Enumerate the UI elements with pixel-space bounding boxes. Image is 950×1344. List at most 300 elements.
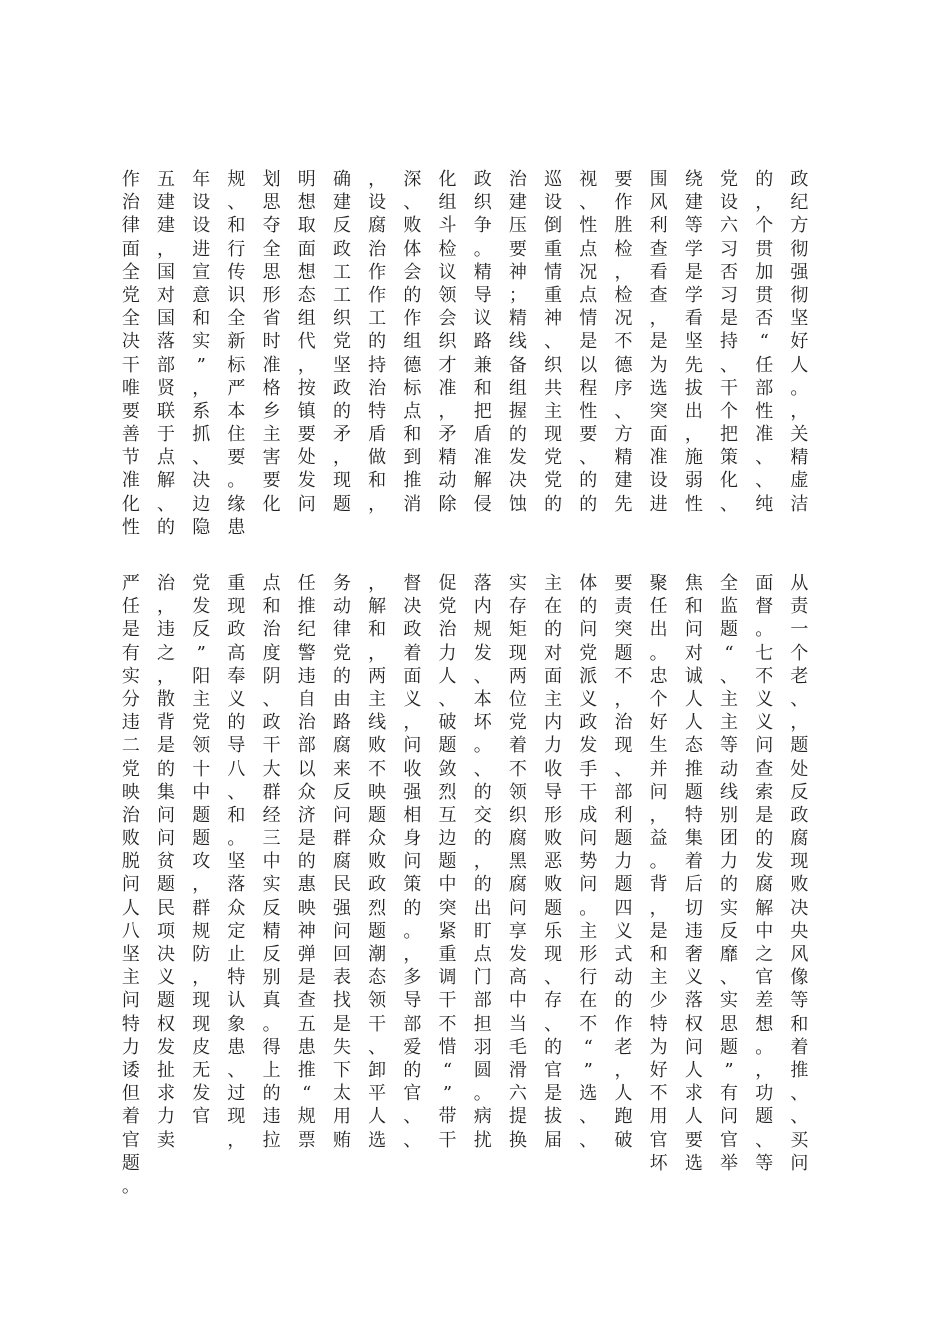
glyph: 反: [262, 897, 281, 919]
text-column: [571, 168, 606, 539]
glyph: 败: [544, 828, 563, 850]
glyph: 看: [684, 308, 703, 330]
glyph: 标: [403, 377, 422, 399]
glyph: 学: [684, 238, 703, 260]
glyph: 和: [227, 804, 246, 826]
glyph: 反: [332, 781, 351, 803]
glyph: 党: [332, 642, 351, 664]
text-column: [536, 168, 571, 539]
glyph: 和: [684, 596, 703, 618]
glyph: 题: [368, 804, 387, 826]
glyph: 、: [614, 758, 633, 780]
glyph: 严: [227, 377, 246, 399]
glyph: 查: [649, 238, 668, 260]
glyph: 意: [192, 284, 211, 306]
glyph: 题: [720, 619, 739, 641]
glyph: 人: [684, 1059, 703, 1081]
glyph: 议: [473, 308, 492, 330]
glyph: 表: [332, 967, 351, 989]
glyph: 严: [121, 573, 140, 594]
glyph: 别: [720, 804, 739, 826]
glyph: 惠: [297, 874, 316, 896]
glyph: 点: [579, 284, 598, 306]
glyph: 官: [720, 1129, 739, 1151]
glyph: 义: [755, 688, 774, 710]
glyph: 中: [262, 851, 281, 873]
glyph: ，: [192, 874, 211, 896]
glyph: ，: [332, 447, 351, 469]
glyph: 思: [720, 1013, 739, 1035]
glyph: 盾: [473, 424, 492, 446]
glyph: 决: [508, 470, 527, 492]
glyph: 五: [157, 169, 176, 190]
glyph: 后: [684, 874, 703, 896]
glyph: 绕: [684, 169, 703, 190]
glyph: 问: [579, 828, 598, 850]
glyph: 中: [192, 781, 211, 803]
glyph: 现: [227, 1106, 246, 1128]
glyph: 路: [473, 331, 492, 353]
glyph: 决: [403, 596, 422, 618]
glyph: 想: [297, 192, 316, 214]
glyph: 矛: [438, 424, 457, 446]
glyph: 程: [579, 377, 598, 399]
glyph: 拉: [262, 1129, 281, 1151]
glyph: 党: [544, 447, 563, 469]
glyph: 好: [649, 712, 668, 734]
glyph: 平: [368, 1083, 387, 1105]
glyph: 态: [297, 284, 316, 306]
glyph: 收: [544, 758, 563, 780]
glyph: 防: [192, 944, 211, 965]
glyph: 干: [438, 1129, 457, 1151]
glyph: 问: [684, 1036, 703, 1058]
glyph: 发: [508, 447, 527, 469]
glyph: 之: [755, 944, 774, 965]
glyph: 盾: [368, 424, 387, 446]
glyph: 破: [614, 1129, 633, 1151]
text-column: [782, 572, 817, 1198]
glyph: 题: [438, 851, 457, 873]
glyph: 况: [579, 261, 598, 283]
glyph: 差: [755, 990, 774, 1012]
glyph: 主: [720, 688, 739, 710]
glyph: 不: [755, 665, 774, 687]
glyph: 焦: [684, 573, 703, 594]
glyph: 全: [121, 308, 140, 330]
glyph: 弱: [684, 470, 703, 492]
glyph: 力: [544, 735, 563, 757]
glyph: 卸: [368, 1059, 387, 1081]
glyph: 任: [755, 354, 774, 376]
glyph: 问: [121, 990, 140, 1012]
glyph: 、: [368, 1036, 387, 1058]
glyph: 现: [508, 642, 527, 664]
glyph: 准: [121, 470, 140, 492]
glyph: 个: [755, 215, 774, 237]
glyph: ；: [508, 284, 527, 306]
glyph: 化: [720, 470, 739, 492]
glyph: 性: [121, 516, 140, 538]
glyph: 习: [720, 284, 739, 306]
glyph: 是: [649, 920, 668, 942]
glyph: 的: [544, 493, 563, 515]
glyph: 内: [473, 596, 492, 618]
glyph: 奢: [684, 944, 703, 965]
glyph: 本: [227, 400, 246, 422]
glyph: 思: [262, 261, 281, 283]
glyph: 不: [579, 1013, 598, 1035]
text-column: [219, 168, 254, 539]
glyph: 回: [332, 944, 351, 965]
glyph: 。: [790, 377, 809, 399]
section-body: [113, 572, 817, 1198]
glyph: 边: [438, 828, 457, 850]
glyph: 共: [544, 377, 563, 399]
glyph: 组: [403, 331, 422, 353]
glyph: 工: [368, 308, 387, 330]
glyph: 惜: [438, 1036, 457, 1058]
text-column: [360, 572, 395, 1198]
glyph: 一: [790, 619, 809, 641]
glyph: 主: [368, 688, 387, 710]
glyph: 的: [755, 169, 774, 190]
glyph: 十: [192, 758, 211, 780]
glyph: 定: [227, 920, 246, 942]
glyph: 全: [227, 308, 246, 330]
glyph: 问: [332, 804, 351, 826]
glyph: 但: [121, 1083, 140, 1105]
glyph: 官: [649, 1129, 668, 1151]
glyph: 化: [438, 169, 457, 190]
glyph: 督: [755, 596, 774, 618]
glyph: 忠: [649, 665, 668, 687]
glyph: 。: [403, 920, 422, 942]
glyph: 确: [332, 169, 351, 190]
glyph: 济: [297, 804, 316, 826]
glyph: 问: [790, 1152, 809, 1174]
glyph: 利: [649, 215, 668, 237]
text-column: [395, 572, 430, 1198]
glyph: 为: [649, 354, 668, 376]
glyph: 态: [368, 967, 387, 989]
glyph: 无: [192, 1059, 211, 1081]
glyph: 映: [121, 781, 140, 803]
glyph: 拔: [684, 377, 703, 399]
glyph: 、: [720, 665, 739, 687]
glyph: 责: [614, 596, 633, 618]
glyph: 组: [297, 308, 316, 330]
glyph: 推: [790, 1059, 809, 1081]
glyph: 人: [684, 688, 703, 710]
glyph: 盯: [473, 920, 492, 942]
glyph: 发: [508, 944, 527, 965]
glyph: 干: [579, 781, 598, 803]
glyph: 否: [720, 261, 739, 283]
glyph: ，: [368, 169, 387, 190]
glyph: 爱: [403, 1036, 422, 1058]
glyph: 民: [332, 874, 351, 896]
glyph: 善: [121, 424, 140, 446]
glyph: ”: [196, 642, 206, 664]
glyph: 政: [790, 169, 809, 190]
glyph: “: [724, 642, 734, 664]
text-column: [536, 572, 571, 1198]
glyph: 治: [297, 712, 316, 734]
glyph: 切: [684, 897, 703, 919]
glyph: 策: [720, 447, 739, 469]
glyph: 派: [579, 665, 598, 687]
glyph: 要: [262, 470, 281, 492]
glyph: 出: [684, 400, 703, 422]
glyph: 织: [332, 308, 351, 330]
glyph: 、: [579, 192, 598, 214]
glyph: 不: [649, 1083, 668, 1105]
glyph: 政: [262, 712, 281, 734]
glyph: ”: [583, 1059, 593, 1081]
glyph: 解: [157, 470, 176, 492]
glyph: 的: [227, 712, 246, 734]
glyph: 织: [473, 192, 492, 214]
glyph: 风: [790, 944, 809, 965]
glyph: 联: [157, 400, 176, 422]
glyph: 求: [157, 1083, 176, 1105]
glyph: 个: [649, 688, 668, 710]
glyph: 人: [121, 897, 140, 919]
glyph: 加: [755, 261, 774, 283]
glyph: 把: [720, 424, 739, 446]
glyph: 是: [121, 619, 140, 641]
glyph: 扰: [473, 1129, 492, 1151]
glyph: 发: [579, 735, 598, 757]
glyph: 。: [579, 897, 598, 919]
glyph: 要: [227, 447, 246, 469]
glyph: 腐: [790, 828, 809, 850]
glyph: 强: [790, 261, 809, 283]
glyph: 的: [544, 1036, 563, 1058]
text-column: [606, 572, 641, 1198]
glyph: 团: [720, 828, 739, 850]
glyph: 、: [755, 1129, 774, 1151]
glyph: 识: [227, 284, 246, 306]
glyph: ，: [755, 1059, 774, 1081]
glyph: 以: [579, 354, 598, 376]
glyph: 动: [332, 596, 351, 618]
glyph: 纪: [297, 619, 316, 641]
glyph: 发: [755, 851, 774, 873]
glyph: 设: [649, 470, 668, 492]
glyph: 和: [368, 470, 387, 492]
glyph: 的: [332, 665, 351, 687]
glyph: 组: [438, 192, 457, 214]
glyph: 反: [262, 944, 281, 965]
glyph: 腐: [755, 874, 774, 896]
glyph: 虚: [790, 470, 809, 492]
glyph: 潮: [368, 944, 387, 965]
glyph: 设: [192, 192, 211, 214]
glyph: 、: [227, 1059, 246, 1081]
glyph: 压: [508, 215, 527, 237]
text-column: [113, 572, 148, 1198]
glyph: 败: [368, 735, 387, 757]
glyph: 存: [544, 990, 563, 1012]
glyph: 问: [403, 735, 422, 757]
glyph: 现: [544, 424, 563, 446]
glyph: 唯: [121, 377, 140, 399]
glyph: 问: [579, 619, 598, 641]
glyph: ，: [473, 851, 492, 873]
glyph: 做: [368, 447, 387, 469]
glyph: 政: [579, 712, 598, 734]
glyph: 聚: [649, 573, 668, 594]
glyph: ，: [297, 354, 316, 376]
glyph: 于: [157, 424, 176, 446]
glyph: 主: [544, 400, 563, 422]
glyph: 力: [720, 851, 739, 873]
glyph: 政: [473, 169, 492, 190]
glyph: 。: [121, 1175, 140, 1197]
glyph: 推: [297, 596, 316, 618]
glyph: 的: [508, 424, 527, 446]
glyph: ，: [157, 665, 176, 687]
glyph: 查: [297, 990, 316, 1012]
glyph: 题: [332, 493, 351, 515]
glyph: 主: [544, 573, 563, 594]
glyph: 问: [297, 493, 316, 515]
glyph: 查: [649, 284, 668, 306]
glyph: 别: [262, 967, 281, 989]
glyph: “: [759, 331, 769, 353]
glyph: 设: [192, 215, 211, 237]
glyph: 益: [649, 828, 668, 850]
glyph: 。: [262, 1013, 281, 1035]
glyph: 节: [121, 447, 140, 469]
glyph: 黑: [508, 851, 527, 873]
text-column: [747, 572, 782, 1198]
glyph: 违: [297, 665, 316, 687]
glyph: 部: [755, 377, 774, 399]
text-column: [606, 168, 641, 539]
glyph: 行: [227, 238, 246, 260]
glyph: 精: [262, 920, 281, 942]
glyph: 发: [297, 470, 316, 492]
text-column: [500, 572, 535, 1198]
glyph: 成: [579, 804, 598, 826]
glyph: 过: [227, 1083, 246, 1105]
glyph: 治: [508, 169, 527, 190]
glyph: 毛: [508, 1036, 527, 1058]
glyph: 出: [649, 619, 668, 641]
glyph: 、: [544, 331, 563, 353]
glyph: 义: [684, 967, 703, 989]
glyph: 像: [790, 967, 809, 989]
glyph: 。: [649, 642, 668, 664]
glyph: 、: [403, 192, 422, 214]
glyph: 要: [684, 1129, 703, 1151]
glyph: 线: [720, 781, 739, 803]
glyph: 关: [790, 424, 809, 446]
glyph: 。: [755, 619, 774, 641]
glyph: 党: [720, 169, 739, 190]
glyph: 点: [579, 238, 598, 260]
glyph: 决: [790, 897, 809, 919]
glyph: 隐: [192, 516, 211, 538]
glyph: 化: [121, 493, 140, 515]
glyph: 形: [262, 284, 281, 306]
glyph: 着: [684, 851, 703, 873]
glyph: 精: [508, 308, 527, 330]
glyph: 攻: [192, 851, 211, 873]
glyph: 组: [508, 377, 527, 399]
glyph: 检: [438, 238, 457, 260]
glyph: 着: [790, 1036, 809, 1058]
glyph: 不: [614, 331, 633, 353]
glyph: 发: [473, 642, 492, 664]
glyph: 题: [368, 920, 387, 942]
glyph: 洁: [790, 493, 809, 515]
glyph: 官: [755, 967, 774, 989]
glyph: 身: [403, 828, 422, 850]
glyph: 坚: [332, 354, 351, 376]
glyph: 任: [649, 596, 668, 618]
glyph: 织: [508, 804, 527, 826]
glyph: 治: [368, 377, 387, 399]
glyph: 义: [403, 688, 422, 710]
glyph: 规: [473, 619, 492, 641]
glyph: 题: [192, 828, 211, 850]
glyph: 好: [649, 1059, 668, 1081]
glyph: 、: [720, 354, 739, 376]
glyph: 党: [508, 712, 527, 734]
glyph: 作: [614, 1013, 633, 1035]
glyph: 求: [684, 1083, 703, 1105]
glyph: 党: [192, 712, 211, 734]
glyph: 买: [790, 1129, 809, 1151]
glyph: 由: [332, 688, 351, 710]
glyph: 义: [157, 967, 176, 989]
glyph: 败: [403, 215, 422, 237]
glyph: 。: [473, 238, 492, 260]
glyph: 、: [192, 447, 211, 469]
glyph: 会: [438, 308, 457, 330]
glyph: 任: [121, 596, 140, 618]
glyph: 破: [438, 712, 457, 734]
text-column: [641, 572, 676, 1198]
glyph: 规: [192, 920, 211, 942]
glyph: 届: [544, 1129, 563, 1151]
glyph: 选: [684, 1152, 703, 1174]
glyph: 传: [227, 261, 246, 283]
glyph: 违: [262, 1106, 281, 1128]
glyph: 、: [790, 1083, 809, 1105]
glyph: 出: [473, 897, 492, 919]
glyph: 对: [544, 642, 563, 664]
text-column: [747, 168, 782, 539]
glyph: 政: [227, 619, 246, 641]
glyph: 来: [332, 758, 351, 780]
glyph: 以: [297, 758, 316, 780]
glyph: 时: [262, 331, 281, 353]
glyph: 患: [227, 1036, 246, 1058]
glyph: 失: [332, 1036, 351, 1058]
glyph: 明: [297, 169, 316, 190]
glyph: 、: [755, 447, 774, 469]
glyph: 自: [297, 688, 316, 710]
glyph: 点: [262, 573, 281, 594]
glyph: 功: [755, 1083, 774, 1105]
glyph: 织: [438, 331, 457, 353]
glyph: 重: [544, 238, 563, 260]
